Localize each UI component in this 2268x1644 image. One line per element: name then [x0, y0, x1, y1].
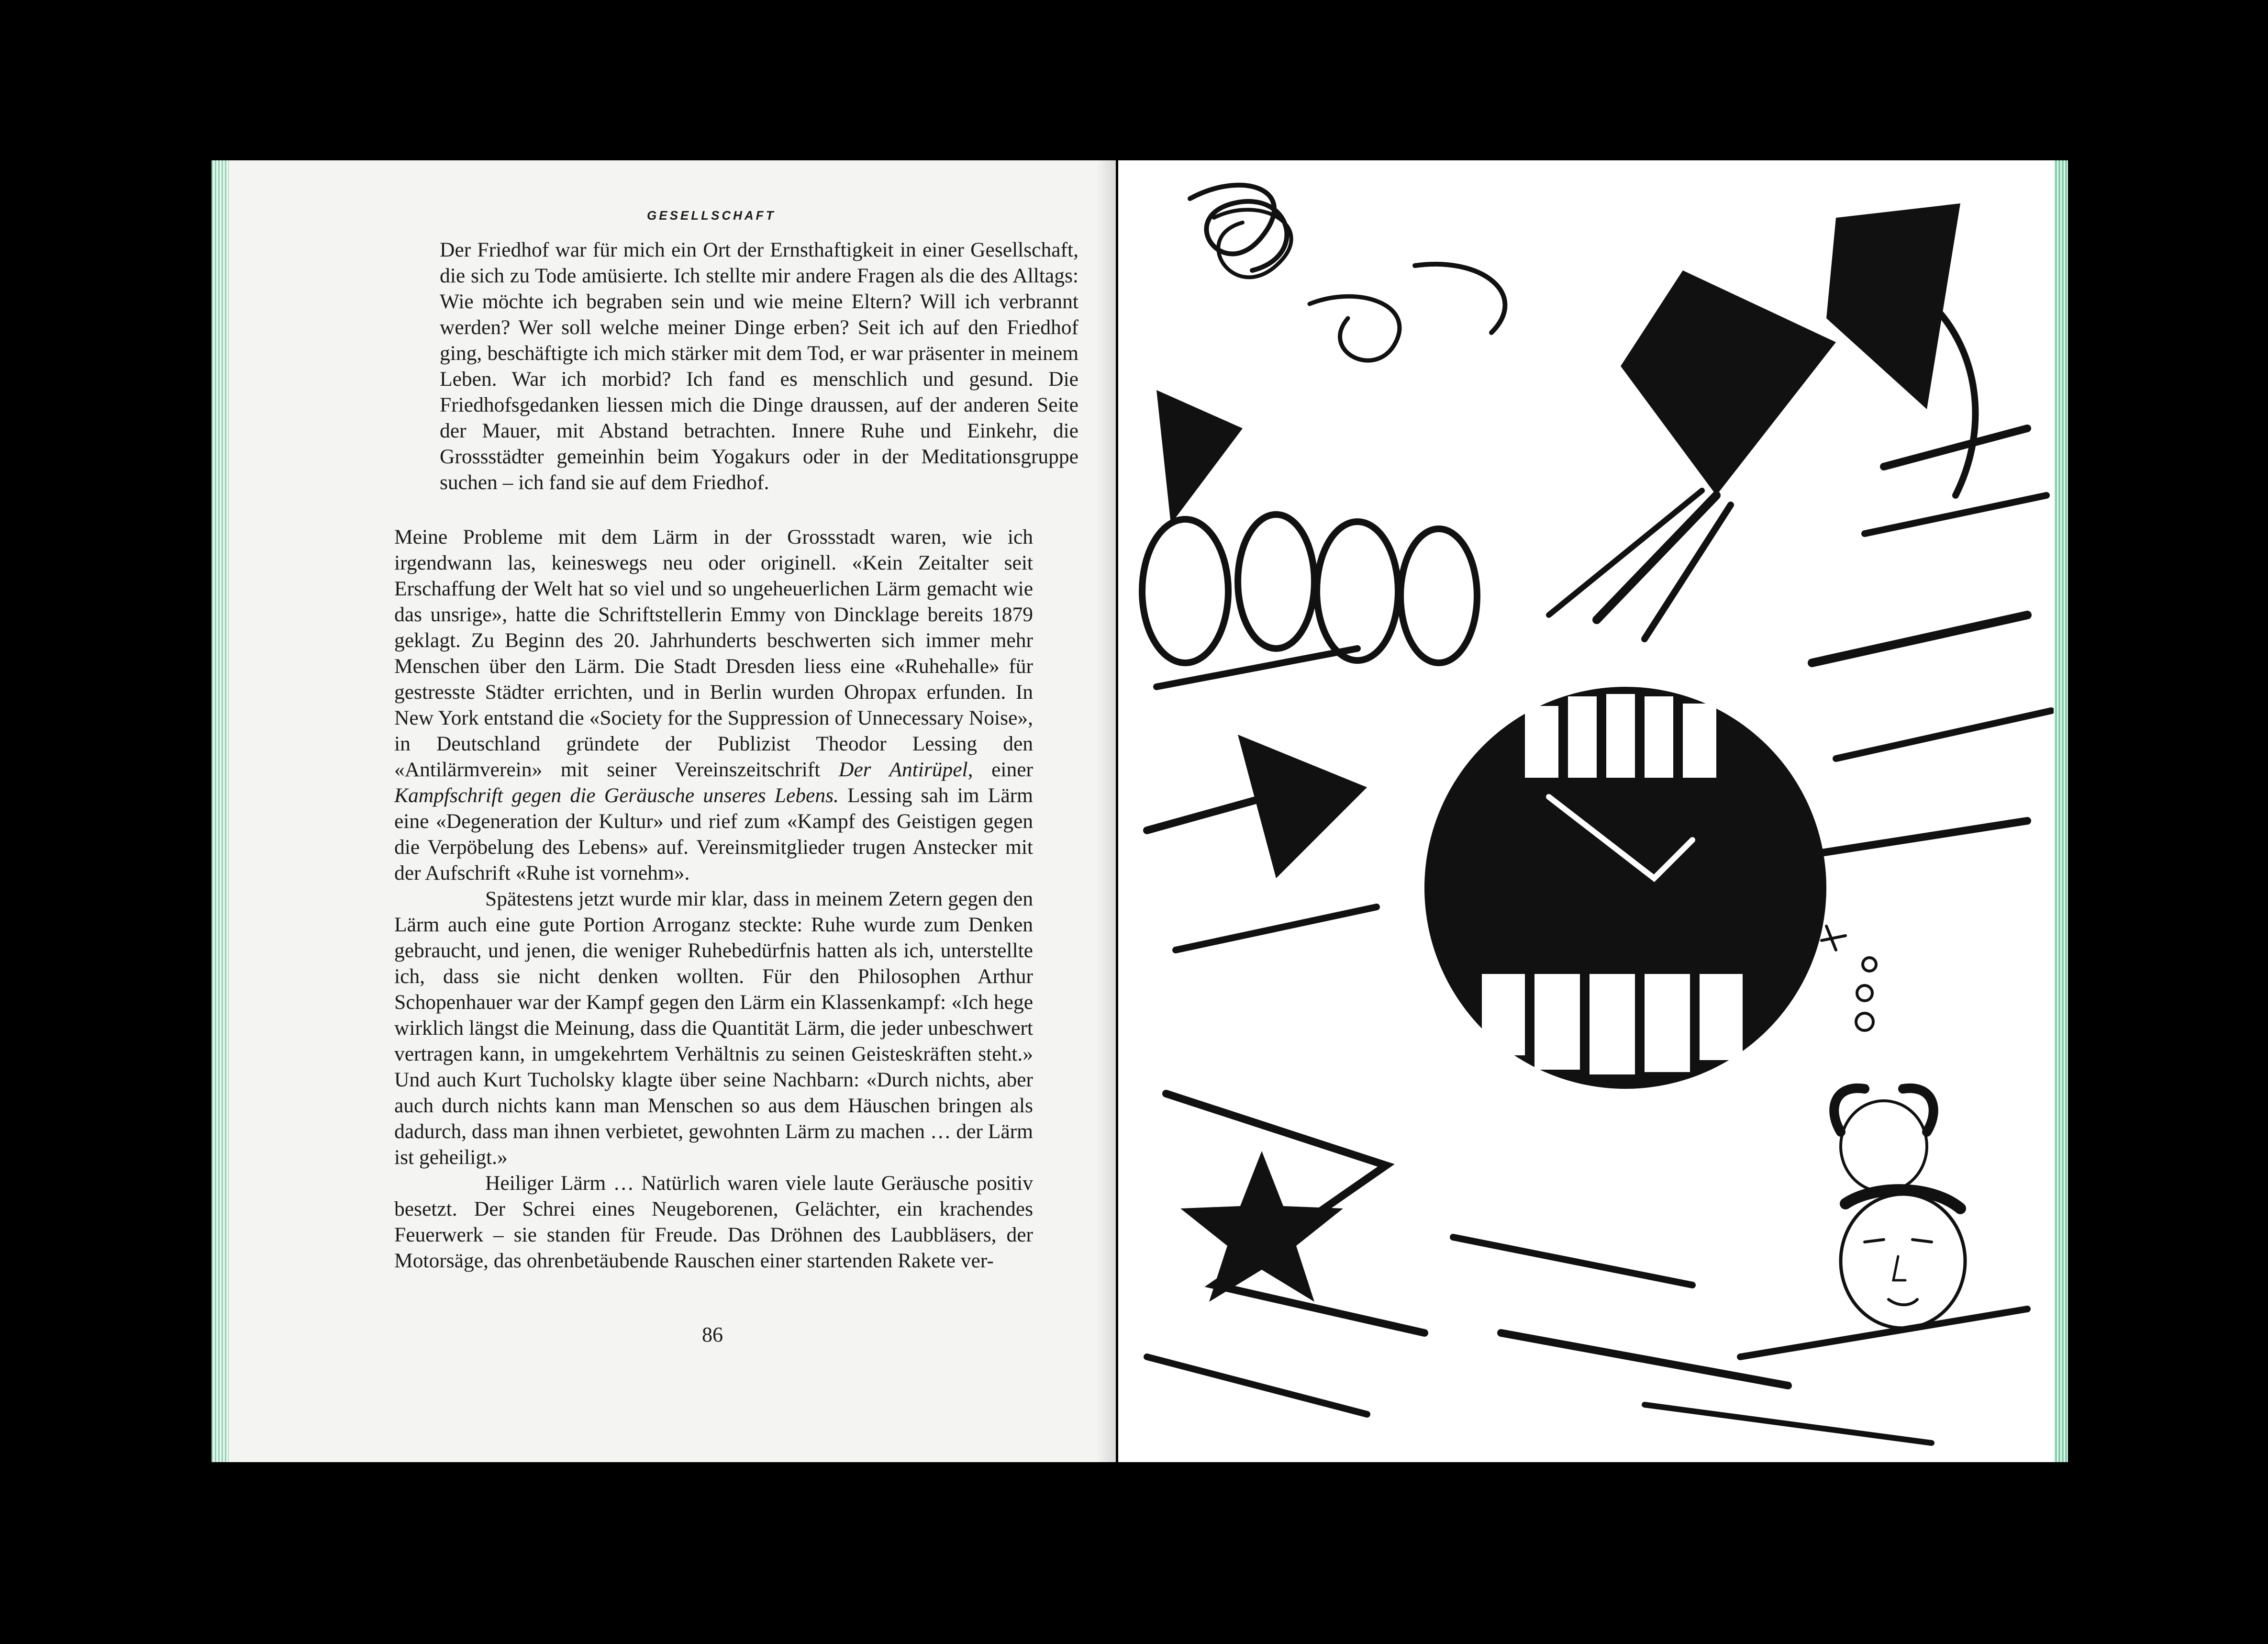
paragraph: Der Friedhof war für mich ein Ort der Ernsthaftigkeit in einer Gesellschaft, die sich zu Tode amüsierte. Ich stellte mir andere Fragen als die des Alltags: Wie möchte ich begraben sein und wie meine Eltern? Will ich verbrannt werden? Wer soll welche meiner Dinge erben? Seit ich auf den Friedhof ging, beschäftigte ich mich stärker mit dem Tod, er war präsenter in meinem Leben. War ich morbid? Ich fand es menschlich und gesund. Die Friedhofsgedanken liessen mich die Dinge draussen, auf der anderen Seite der Mauer, mit Abstand betrachten. Innere Ruhe und Einkehr, die Grossstädter gemeinhin beim Yogakurs oder in der Meditationsgruppe suchen – ich fand sie auf dem Friedhof.: [440, 238, 1078, 494]
page-edge: [2054, 160, 2068, 1462]
page-number: 86: [702, 1323, 723, 1346]
italic-title: Der Antirüpel: [838, 758, 968, 781]
paragraph: Heiliger Lärm … Natürlich waren viele laute Geräusche positiv besetzt. Der Schrei eines Neugeborenen, Gelächter, ein krachendes Feuerwerk – sie standen für Freude. Das Dröhnen des Laubbläsers, der Motorsäge, das ohrenbetäubende Rauschen einer startenden Rakete ver-: [394, 1172, 1033, 1272]
italic-title: Kampfschrift gegen die Geräusche unseres Lebens.: [394, 784, 839, 807]
page-edge: [211, 160, 229, 1462]
black-ink-drawing-icon: [1118, 160, 2068, 1462]
book-spread: [211, 160, 2068, 1462]
text-block-top: [440, 237, 1078, 495]
text-run: Lessing sah im Lärm eine «Degeneration der Kultur» und rief zum «Kampf des Geistigen gegen die Verpöbelung des Lebens» auf. Vereinsmitglieder trugen Anstecker mit der Aufschrift «Ruhe ist vornehm».: [394, 784, 1033, 884]
paragraph: Spätestens jetzt wurde mir klar, dass in meinem Zetern gegen den Lärm auch eine gute Portion Arroganz steckte: Ruhe wurde zum Denken gebraucht, und jenen, die weniger Ruhebedürfnis hatten als ich, unterstellte ich, dass sie nicht denken wollten. Für den Philosophen Arthur Schopenhauer war der Kampf gegen den Lärm ein Klassenkampf: «Ich hege wirklich längst die Meinung, dass die Quantität Lärm, die jeder unbeschwert vertragen kann, in umgekehrtem Verhältnis zu seinen Geisteskräften steht.» Und auch Kurt Tucholsky klagte über seine Nachbarn: «Durch nichts, aber auch durch nichts kann man Menschen so aus dem Häuschen bringen als dadurch, dass man ihnen verbietet, gewohnten Lärm zu machen … der Lärm ist geheiligt.»: [394, 887, 1033, 1169]
text-run: , einer: [967, 758, 1034, 781]
paragraph: [394, 524, 1033, 886]
left-page: [211, 160, 1116, 1462]
running-head: GESELLSCHAFT: [647, 208, 776, 223]
right-page: [1118, 160, 2068, 1462]
text-run: Meine Probleme mit dem Lärm in der Grossstadt waren, wie ich irgendwann las, keineswegs neu oder originell. «Kein Zeitalter seit Erschaffung der Welt hat so viel und so ungeheuerlichen Lärm gemacht wie das unsrige», hatte die Schriftstellerin Emmy von Dincklage bereits 1879 geklagt. Zu Beginn des 20. Jahrhunderts beschwerten sich immer mehr Menschen über den Lärm. Die Stadt Dresden liess eine «Ruhehalle» für gestresste Städter errichten, und in Berlin wurden Ohropax erfunden. In New York entstand die «Society for the Suppression of Unnecessary Noise», in Deutschland gründete der Publizist Theodor Lessing den «Antilärmverein» mit seiner Vereinszeitschrift: [394, 526, 1033, 781]
text-block-main: [394, 524, 1033, 1274]
